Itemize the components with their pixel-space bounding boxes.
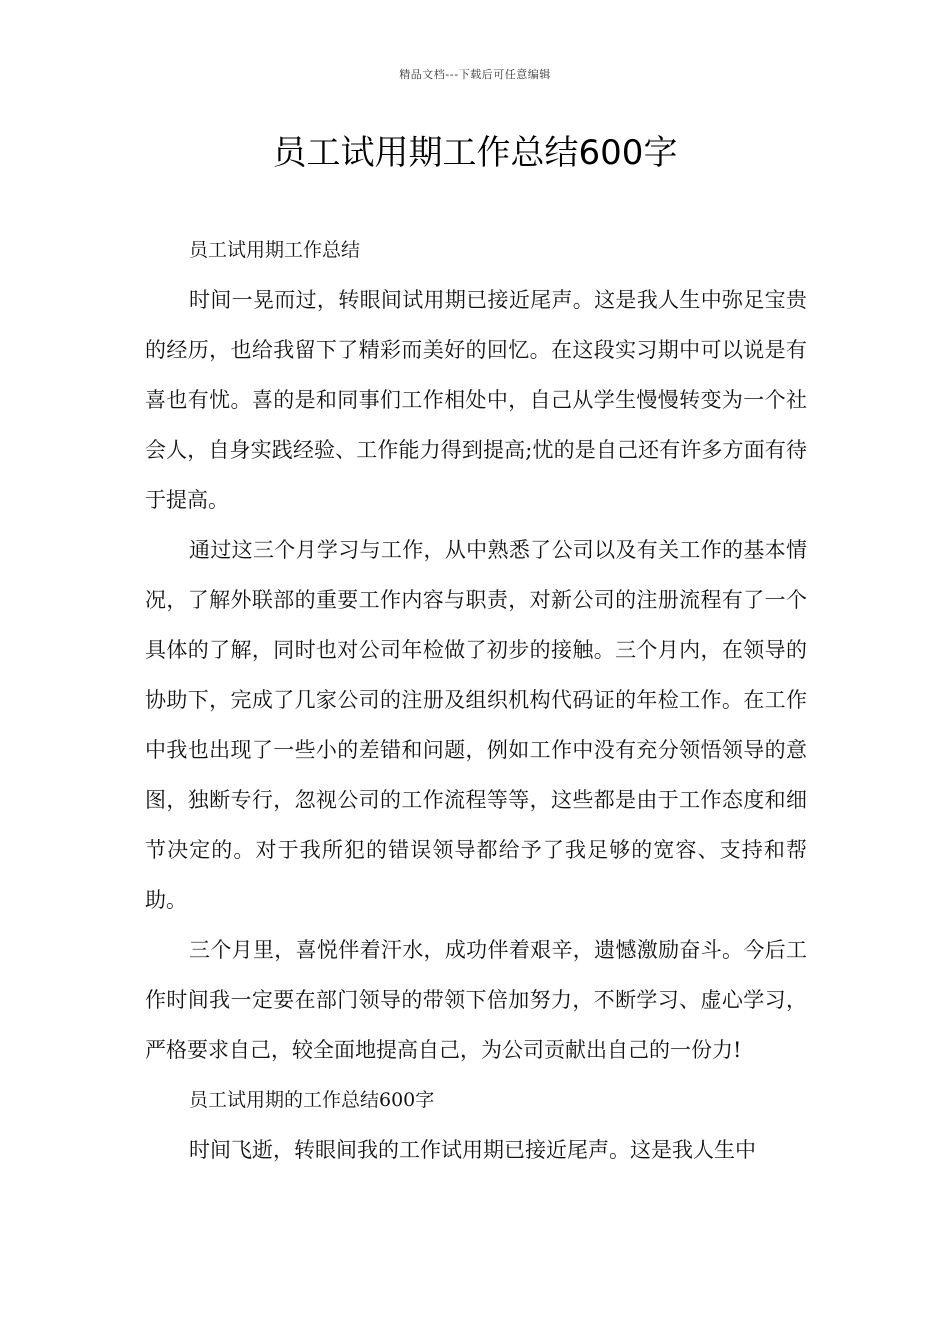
paragraph: 时间一晃而过，转眼间试用期已接近尾声。这是我人生中弥足宝贵的经历，也给我留下了精彩而美好的回忆。在这段实习期中可以说是有喜也有忧。喜的是和同事们工作相处中，自己从学生慢慢转变为一个社会人，自身实践经验、工作能力得到提高;忧的是自己还有许多方面有待于提高。 [145,288,807,512]
section-heading: 员工试用期的工作总结600字 [189,1089,435,1111]
document-body [145,225,807,1175]
paragraph: 时间飞逝，转眼间我的工作试用期已接近尾声。这是我人生中 [189,1138,756,1162]
paragraph: 通过这三个月学习与工作，从中熟悉了公司以及有关工作的基本情况，了解外联部的重要工作内容与职责，对新公司的注册流程有了一个具体的了解，同时也对公司年检做了初步的接触。三个月内，在领导的协助下，完成了几家公司的注册及组织机构代码证的年检工作。在工作中我也出现了一些小的差错和问题，例如工作中没有充分领悟领导的意图，独断专行，忽视公司的工作流程等等，这些都是由于工作态度和细节决定的。对于我所犯的错误领导都给予了我足够的宽容、支持和帮助。 [145,538,807,912]
paragraph: 三个月里，喜悦伴着汗水，成功伴着艰辛，遗憾激励奋斗。今后工作时间我一定要在部门领导的带领下倍加努力，不断学习、虚心学习，严格要求自己，较全面地提高自己，为公司贡献出自己的一份力! [145,938,807,1062]
header-note: 精品文档---下载后可任意编辑 [399,68,551,81]
section-heading: 员工试用期工作总结 [189,239,361,261]
document-title: 员工试用期工作总结600字 [272,133,678,173]
